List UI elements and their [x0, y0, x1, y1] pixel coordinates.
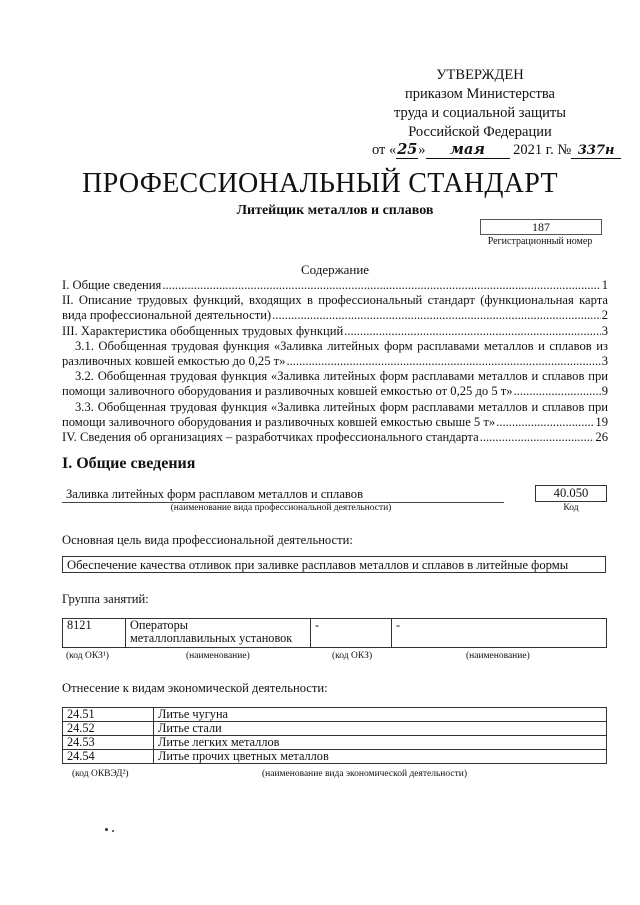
- okz-code-1: 8121: [63, 619, 126, 648]
- toc-item[interactable]: III. Характеристика обобщенных трудовых функций ..... 3: [62, 324, 608, 339]
- caption-okz-name-2: (наименование): [466, 651, 530, 661]
- econ-label: Отнесение к видам экономической деятельности:: [62, 681, 328, 695]
- okved-code: 24.54: [63, 750, 154, 764]
- toc-item-cont[interactable]: вида профессиональной деятельности) ..... 2: [62, 308, 608, 323]
- registration-label: Регистрационный номер: [487, 236, 593, 247]
- toc-item-cont[interactable]: помощи заливочного оборудования и разливочных ковшей емкостью свыше 5 т» ..... 19: [62, 415, 608, 430]
- date-month: мая: [426, 141, 510, 159]
- date-day: 25: [397, 141, 418, 158]
- caption-okved-code: (код ОКВЭД²): [72, 769, 129, 779]
- approval-line-ministry: приказом Министерства: [405, 86, 555, 102]
- activity-name: Заливка литейных форм расплавом металлов и сплавов: [62, 487, 504, 503]
- page-title: ПРОФЕССИОНАЛЬНЫЙ СТАНДАРТ: [82, 168, 558, 199]
- occupation-group-table: [62, 618, 607, 648]
- econ-activity-table: [62, 707, 607, 764]
- table-of-contents: [62, 278, 608, 445]
- toc-item[interactable]: 3.3. Обобщенная трудовая функция «Заливка литейных форм расплавами металлов и сплавов при: [75, 399, 608, 414]
- date-mid: »: [418, 142, 426, 158]
- toc-item[interactable]: 3.2. Обобщенная трудовая функция «Заливка литейных форм расплавами металлов и сплавов при: [75, 369, 608, 384]
- okved-name: Литье легких металлов: [154, 736, 607, 750]
- approval-line-federation: Российской Федерации: [408, 124, 552, 140]
- table-row: [63, 708, 607, 722]
- okz-name-1: Операторы металлоплавильных установок: [126, 619, 311, 648]
- scan-speck: [112, 830, 114, 832]
- group-label: Группа занятий:: [62, 592, 149, 606]
- toc-item-cont[interactable]: разливочных ковшей емкостью до 0,25 т» ..... 3: [62, 354, 608, 369]
- approval-line-labor: труда и социальной защиты: [394, 105, 566, 121]
- goal-text: Обеспечение качества отливок при заливке расплавов металлов и сплавов в литейные формы: [62, 556, 606, 573]
- date-prefix: от «: [372, 142, 397, 158]
- caption-okz-name-1: (наименование): [186, 651, 250, 661]
- okved-code: 24.53: [63, 736, 154, 750]
- okved-name: Литье прочих цветных металлов: [154, 750, 607, 764]
- table-row: [63, 750, 607, 764]
- section-heading: I. Общие сведения: [62, 455, 196, 472]
- date-year: 2021 г. №: [513, 142, 572, 158]
- scan-speck: [105, 828, 108, 831]
- caption-okved-name: (наименование вида экономической деятельности): [262, 769, 467, 779]
- activity-code: 40.050: [535, 485, 607, 502]
- caption-okz-code-2: (код ОКЗ): [332, 651, 373, 661]
- approval-date-line: [372, 141, 621, 159]
- toc-item[interactable]: 3.1. Обобщенная трудовая функция «Заливка литейных форм расплавами металлов и сплавов из: [75, 338, 608, 353]
- page-subtitle: Литейщик металлов и сплавов: [236, 203, 434, 218]
- order-number: 337н: [571, 143, 621, 159]
- table-row: [63, 619, 607, 648]
- okz-name-2: -: [392, 619, 607, 648]
- toc-heading: Содержание: [300, 262, 370, 277]
- activity-name-caption: (наименование вида профессиональной деятельности): [170, 503, 392, 513]
- goal-label: Основная цель вида профессиональной деятельности:: [62, 533, 353, 547]
- table-row: [63, 722, 607, 736]
- registration-number: 187: [480, 219, 602, 235]
- activity-code-caption: Код: [563, 503, 579, 513]
- caption-okz-code-1: (код ОКЗ¹): [66, 651, 109, 661]
- toc-item[interactable]: I. Общие сведения ..... 1: [62, 278, 608, 293]
- okz-code-2: -: [311, 619, 392, 648]
- toc-item-cont[interactable]: помощи заливочного оборудования и разливочных ковшей емкостью от 0,25 до 5 т» ..... 9: [62, 384, 608, 399]
- toc-item[interactable]: IV. Сведения об организациях – разработчиках профессионального стандарта ..... 26: [62, 430, 608, 445]
- okved-code: 24.51: [63, 708, 154, 722]
- toc-item[interactable]: II. Описание трудовых функций, входящих в профессиональный стандарт (функциональная карта: [62, 293, 608, 308]
- okved-name: Литье чугуна: [154, 708, 607, 722]
- table-row: [63, 736, 607, 750]
- okved-code: 24.52: [63, 722, 154, 736]
- approval-block: [360, 66, 600, 142]
- okved-name: Литье стали: [154, 722, 607, 736]
- approval-title: УТВЕРЖДЕН: [436, 67, 524, 83]
